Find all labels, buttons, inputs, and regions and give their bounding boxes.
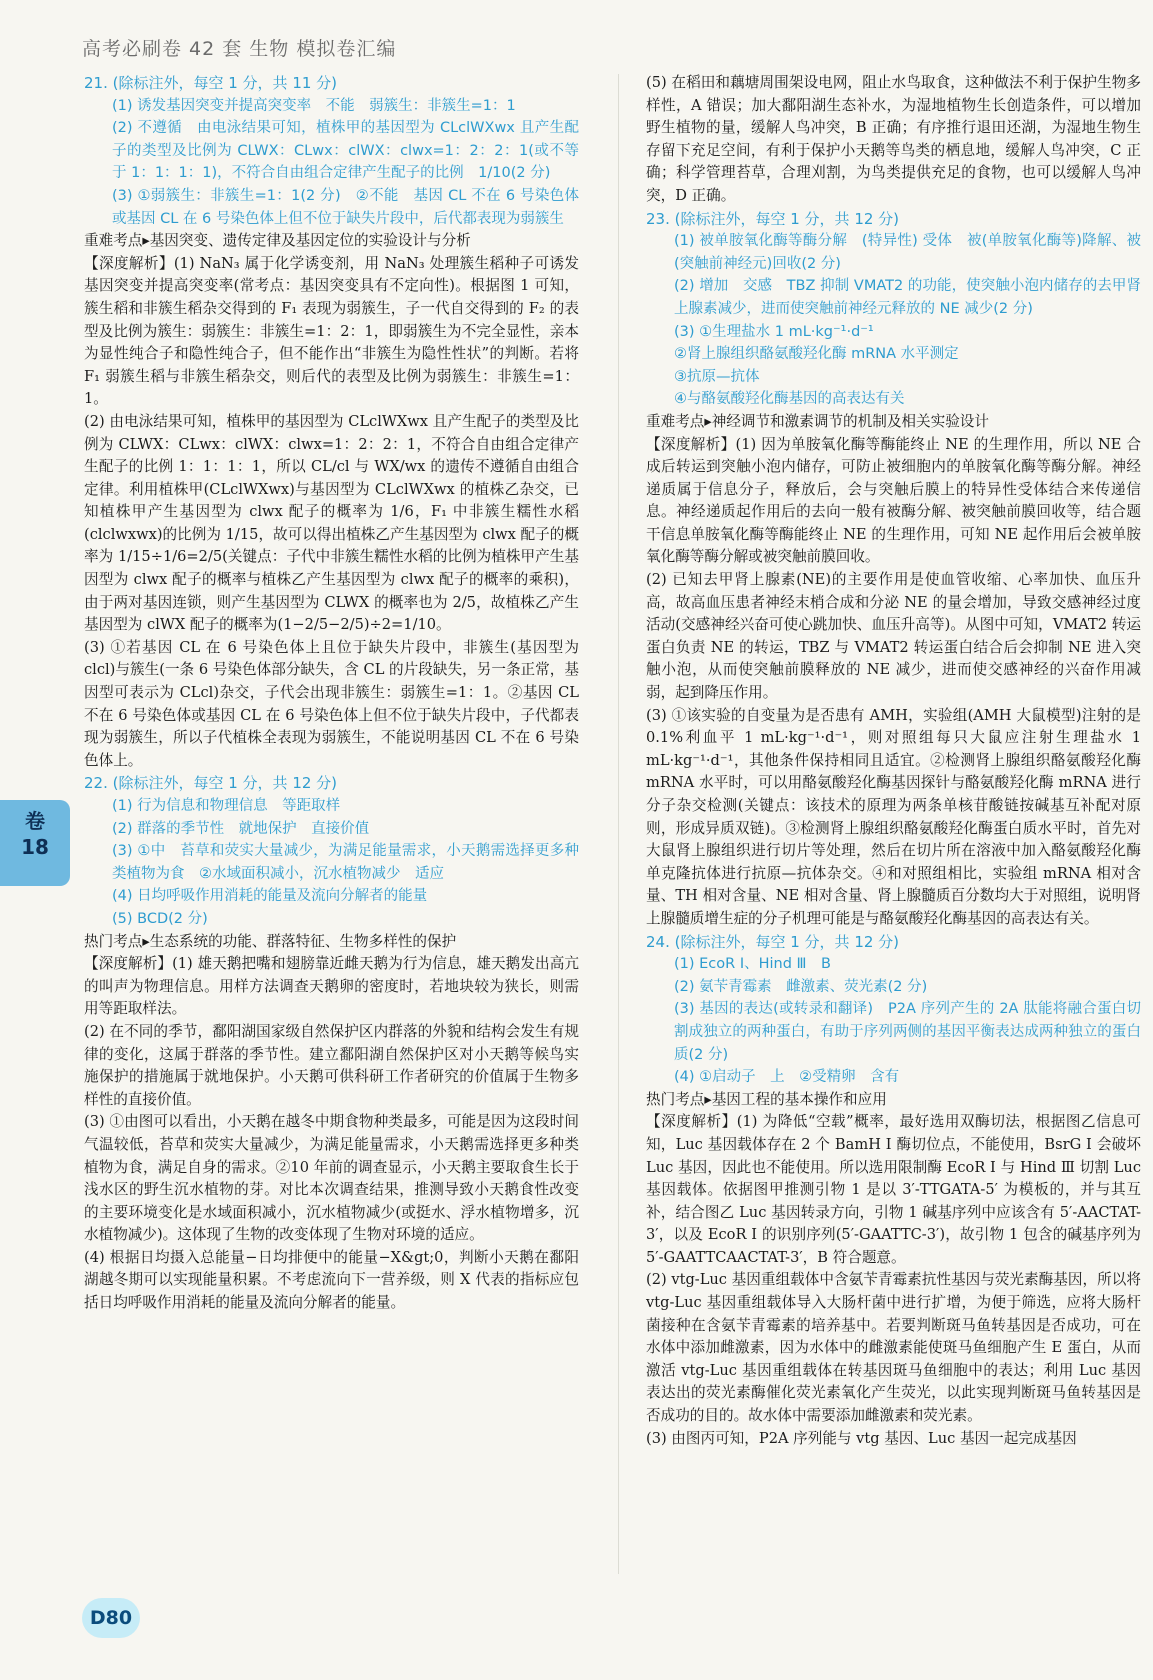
left-paragraph: 【深度解析】(1) NaN₃ 属于化学诱变剂，用 NaN₃ 处理簇生稻种子可诱发基因突变并提高突变率(常考点：基因突变具有不定向性)。根据图 1 可知，簇生稻和非簇生稻杂交得到的 F₁ 表现为弱簇生，子一代自交得到的 F₂ 的表型及比例为簇生：弱簇生：非簇生=1：2：1，即弱簇生为不完全显性，亲本为显性纯合子和隐性纯合子，但不能作出“非簇生为隐性性状”的判断。若将 F₁ 弱簇生稻与非簇生稻杂交，则后代的表型及比例为弱簇生：非簇生=1：1。 — [84, 254, 579, 408]
right-paragraph: 【深度解析】(1) 因为单胺氧化酶等酶能终止 NE 的生理作用，所以 NE 合成后转运到突触小泡内储存，可防止被细胞内的单胺氧化酶等酶分解。神经递质属于信息分子，释放后，会与突触后膜上的特异性受体结合来传递信息。神经递质起作用后的去向一般有被酶分解、被突触前膜回收等，结合题干信息单胺氧化酶等酶能终止 NE 的生理作用，可知 NE 起作用后会被单胺氧化酶等酶分解或被突触前膜回收。 — [646, 435, 1141, 566]
right-paragraph: (2) 增加 交感 TBZ 抑制 VMAT2 的功能，使突触小泡内储存的去甲肾上腺素减少，进而使突触前神经元释放的 NE 减少(2 分) — [674, 278, 1141, 317]
right-paragraph: (2) 已知去甲肾上腺素(NE)的主要作用是使血管收缩、心率加快、血压升高，故高血压患者神经末梢合成和分泌 NE 的量会增加，导致交感神经过度活动(交感神经兴奋可使心跳加快、血压升高等)。从图中可知，VMAT2 转运蛋白负责 NE 的转运，TBZ 与 VMAT2 转运蛋白结合后会抑制 NE 进入突触小泡，从而使突触前膜释放的 NE 减少，进而使交感神经的兴奋作用减弱，起到降压作用。 — [646, 571, 1141, 702]
volume-tab: 卷 18 — [0, 800, 70, 886]
left-paragraph: 重难考点▸基因突变、遗传定律及基因定位的实验设计与分析 — [84, 232, 471, 250]
right-paragraph: (4) ①启动子 上 ②受精卵 含有 — [674, 1069, 900, 1086]
left-paragraph: (2) 由电泳结果可知，植株甲的基因型为 CLclWXwx 且产生配子的类型及比例为 CLWX：CLwx：clWX：clwx=1：2：2：1，不符合自由组合定律产生配子的比例 1：1：1：1，所以 CL/cl 与 WX/wx 的遗传不遵循自由组合定律。利用植株甲(CLclWXwx)与基因型为 CLclWXwx 的植株乙杂交，已知植株甲产生基因型为 clwx 配子的概率为 1/6，F₁ 中非簇生糯性水稻(clclwxwx)的比例为 1/15，故可以得出植株乙产生基因型为 clwx 配子的概率为 1/15÷1/6=2/5(关键点：子代中非簇生糯性水稻的比例为植株甲产生基因型为 clwx 配子的概率与植株乙产生基因型为 clwx 配子的概率的乘积)，由于两对基因连锁，则产生基因型为 CLWX 的概率也为 2/5，故植株乙产生基因型为 clWX 配子的概率为(1−2/5−2/5)÷2=1/10。 — [84, 412, 579, 634]
left-paragraph: (2) 群落的季节性 就地保护 直接价值 — [112, 820, 370, 837]
right-paragraph: 重难考点▸神经调节和激素调节的机制及相关实验设计 — [646, 412, 989, 430]
right-paragraph: 23. (除标注外，每空 1 分，共 12 分) — [646, 209, 900, 228]
right-paragraph: (3) ①生理盐水 1 mL·kg⁻¹·d⁻¹ — [674, 323, 874, 340]
right-paragraph: ④与酪氨酸羟化酶基因的高表达有关 — [674, 391, 905, 408]
right-paragraph: (5) 在稻田和藕塘周围架设电网，阻止水鸟取食，这种做法不利于保护生物多样性，A 错误；加大鄱阳湖生态补水，为湿地植物生长创造条件，可以增加野生植物的量，缓解人鸟冲突，B 正确；有序推行退田还湖，为湿地生物生存留下充足空间，有利于保护小天鹅等鸟类的栖息地，缓解人鸟冲突，C 正确；科学管理苔草，合理刈割，为鸟类提供充足的食物，也可以缓解人鸟冲突，D 正确。 — [646, 74, 1141, 204]
left-paragraph: (3) ①弱簇生：非簇生=1：1(2 分) ②不能 基因 CL 不在 6 号染色体或基因 CL 在 6 号染色体上但不位于缺失片段中，后代都表现为弱簇生 — [112, 187, 579, 227]
right-paragraph: (1) 被单胺氧化酶等酶分解 (特异性) 受体 被(单胺氧化酶等)降解、被(突触前神经元)回收(2 分) — [674, 233, 1141, 272]
page-number: D80 — [82, 1598, 140, 1638]
right-paragraph: 【深度解析】(1) 为降低“空载”概率，最好选用双酶切法，根据图乙信息可知，Luc 基因载体存在 2 个 BamH Ⅰ 酶切位点，不能使用，BsrG Ⅰ 会破坏 Luc 基因，因此也不能使用。所以选用限制酶 EcoR Ⅰ 与 Hind Ⅲ 切割 Luc 基因载体。依据图甲推测引物 1 是以 3′-TTGATA-5′ 为模板的，并与其互补，结合图乙 Luc 基因转录方向，引物 1 碱基序列中应该含有 5′-AACTAT-3′，以及 EcoR Ⅰ 的识别序列(5′-GAATTC-3′)，故引物 1 包含的碱基序列为 5′-GAATTCAACTAT-3′，B 符合题意。 — [646, 1113, 1141, 1266]
right-paragraph: (3) 由图丙可知，P2A 序列能与 vtg 基因、Luc 基因一起完成基因 — [646, 1429, 1077, 1447]
right-paragraph: (2) vtg-Luc 基因重组载体中含氨苄青霉素抗性基因与荧光素酶基因，所以将 vtg-Luc 基因重组载体导入大肠杆菌中进行扩增，为便于筛选，应将大肠杆菌接种在含氨苄青霉素的培养基中。若要判断斑马鱼转基因是否成功，可在水体中添加雌激素，因为水体中的雌激素能使斑马鱼细胞产生 E 蛋白，从而激活 vtg-Luc 基因重组载体在转基因斑马鱼细胞中的表达；利用 Luc 基因表达出的荧光素酶催化荧光素氧化产生荧光，以此实现判断斑马鱼转基因是否成功的目的。故水体中需要添加雌激素和荧光素。 — [646, 1271, 1141, 1425]
book-header: 高考必刷卷 42 套 生物 模拟卷汇编 — [82, 38, 397, 60]
left-column — [84, 72, 579, 1315]
left-paragraph: (4) 日均呼吸作用消耗的能量及流向分解者的能量 — [112, 888, 428, 905]
left-paragraph: 【深度解析】(1) 雄天鹅把嘴和翅膀靠近雌天鹅为行为信息，雄天鹅发出高亢的叫声为物理信息。用样方法调查天鹅卵的密度时，若地块较为狭长，则需用等距取样法。 — [84, 955, 579, 1018]
right-paragraph: ③抗原—抗体 — [674, 368, 760, 385]
right-paragraph: ②肾上腺组织酪氨酸羟化酶 mRNA 水平测定 — [674, 346, 959, 363]
left-paragraph: (3) ①中 苔草和荧实大量减少，为满足能量需求，小天鹅需选择更多种类植物为食 ②水域面积减小，沉水植物减少 适应 — [112, 843, 579, 882]
left-paragraph: (2) 在不同的季节，鄱阳湖国家级自然保护区内群落的外貌和结构会发生有规律的变化，这属于群落的季节性。建立鄱阳湖自然保护区对小天鹅等候鸟实施保护的措施属于就地保护。小天鹅可供科研工作者研究的价值属于生物多样性的直接价值。 — [84, 1022, 579, 1108]
right-paragraph: 热门考点▸基因工程的基本操作和应用 — [646, 1090, 887, 1108]
column-divider — [618, 74, 619, 1574]
left-paragraph: (5) BCD(2 分) — [112, 910, 208, 927]
left-paragraph: (3) ①由图可以看出，小天鹅在越冬中期食物种类最多，可能是因为这段时间气温较低，苔草和荧实大量减少，为满足能量需求，小天鹅需选择更多种类植物为食，满足自身的需求。②10 年前的调查显示，小天鹅主要取食生长于浅水区的野生沉水植物的芽。对比本次调查结果，推测导致小天鹅食性改变的主要环境变化是水域面积减小，沉水植物减少(或挺水、浮水植物增多，沉水植物减少)。这体现了生物的改变体现了生物对环境的适应。 — [84, 1113, 579, 1244]
left-paragraph: (2) 不遵循 由电泳结果可知，植株甲的基因型为 CLclWXwx 且产生配子的类型及比例为 CLWX：CLwx：clWX：clwx=1：2：2：1(或不等于 1：1：1：1)，不符合自由组合定律产生配子的比例 1/10(2 分) — [112, 120, 579, 182]
left-paragraph: 21. (除标注外，每空 1 分，共 11 分) — [84, 74, 338, 92]
right-paragraph: 24. (除标注外，每空 1 分，共 12 分) — [646, 932, 900, 951]
left-paragraph: (1) 行为信息和物理信息 等距取样 — [112, 798, 341, 814]
right-paragraph: (3) 基因的表达(或转录和翻译) P2A 序列产生的 2A 肽能将融合蛋白切割成独立的两种蛋白，有助于序列两侧的基因平衡表达成两种独立的蛋白质(2 分) — [674, 1001, 1141, 1063]
left-paragraph: (1) 诱发基因突变并提高突变率 不能 弱簇生：非簇生=1：1 — [112, 97, 516, 114]
left-paragraph: 热门考点▸生态系统的功能、群落特征、生物多样性的保护 — [84, 932, 457, 950]
left-paragraph: (4) 根据日均摄入总能量−日均排便中的能量−X&gt;0，判断小天鹅在鄱阳湖越冬期可以实现能量积累。不考虑流向下一营养级，则 X 代表的指标应包括日均呼吸作用消耗的能量及流向分解者的能量。 — [84, 1248, 579, 1312]
right-paragraph: (3) ①该实验的自变量为是否患有 AMH，实验组(AMH 大鼠模型)注射的是 0.1%利血平 1 mL·kg⁻¹·d⁻¹，则对照组每只大鼠应注射生理盐水 1 mL·kg⁻¹·d⁻¹，其他条件保持相同且适宜。②检测肾上腺组织酪氨酸羟化酶 mRNA 水平时，可以用酪氨酸羟化酶基因探针与酪氨酸羟化酶 mRNA 进行分子杂交检测(关键点：该技术的原理为两条单核苷酸链按碱基互补配对原则，形成异质双链)。③检测肾上腺组织酪氨酸羟化酶蛋白质水平时，首先对大鼠肾上腺组织进行切片等处理，然后在切片所在溶液中加入酪氨酸羟化酶单克隆抗体进行抗原—抗体杂交。④和对照组相比，实验组 mRNA 相对含量、TH 相对含量、NE 相对含量、肾上腺髓质百分数均大于对照组，说明肾上腺髓质增生症的分子机理可能是与酪氨酸羟化酶基因的高表达有关。 — [646, 706, 1141, 927]
left-paragraph: 22. (除标注外，每空 1 分，共 12 分) — [84, 774, 338, 793]
right-paragraph: (2) 氨苄青霉素 雌激素、荧光素(2 分) — [674, 978, 928, 995]
left-paragraph: (3) ①若基因 CL 在 6 号染色体上且位于缺失片段中，非簇生(基因型为 clcl)与簇生(一条 6 号染色体部分缺失，含 CL 的片段缺失，另一条正常，基因型可表示为 CLcl)杂交，子代会出现非簇生：弱簇生=1：1。②基因 CL 不在 6 号染色体或基因 CL 在 6 号染色体上但不位于缺失片段中，子代都表现为弱簇生，所以子代植株全表现为弱簇生，不能说明基因 CL 不在 6 号染色体上。 — [84, 638, 579, 769]
right-column — [646, 72, 1141, 1450]
right-paragraph: (1) EcoR Ⅰ、Hind Ⅲ B — [674, 956, 831, 973]
